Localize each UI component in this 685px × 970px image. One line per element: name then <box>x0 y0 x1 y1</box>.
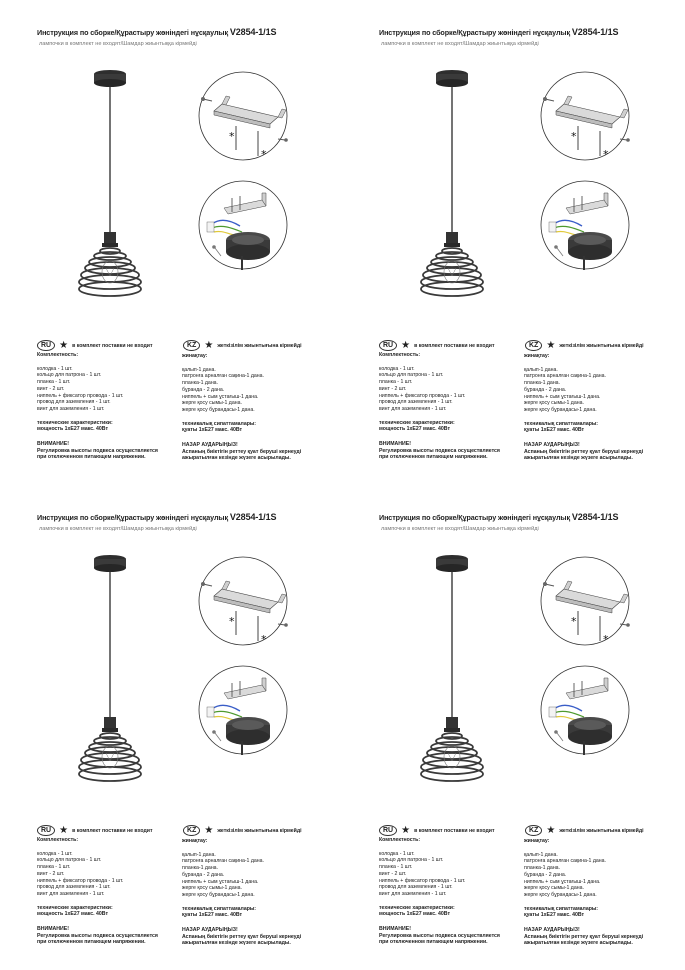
list-item: винт для заземления - 1 шт. <box>379 405 447 412</box>
bracket-detail <box>199 72 288 161</box>
sheet-title: Инструкция по сборке/Құрастыру жөніндегі нұсқаулық V2854-1/1S <box>37 27 277 37</box>
kz-column <box>524 353 674 462</box>
kz-tech-value: қуаты 1хE27 макс. 40Вт <box>182 912 243 919</box>
kz-warning-heading: НАЗАР АУДАРЫҢЫЗ! <box>524 442 580 449</box>
ru-header <box>379 340 495 351</box>
kz-warning-line: Аспаның биіктігін реттеу қуат берушi кернеуді <box>182 448 302 455</box>
instruction-sheet-1 <box>0 0 342 485</box>
kz-column <box>182 353 332 462</box>
sheet-subtitle: лампочки в комплект не входят/Шамдар жиынтыққа кірмейді <box>39 41 197 47</box>
kz-tech-heading: техникалық сипаттамалары: <box>182 420 257 427</box>
kz-warning-line: Аспаның биіктігін реттеу қуат берушi кернеуді <box>182 933 302 940</box>
ru-tech-value: мощность 1хE27 макс. 40Вт <box>379 911 450 918</box>
ru-heading: Комплектность: <box>37 837 79 843</box>
kz-header <box>183 825 302 836</box>
list-item: планка - 1 шт. <box>37 864 71 871</box>
list-item: жерге қосу сымы-1 дана. <box>182 885 242 892</box>
kz-warning-heading: НАЗАР АУДАРЫҢЫЗ! <box>182 442 238 449</box>
kz-column <box>182 838 332 947</box>
ru-badge: RU <box>37 825 55 836</box>
list-item: провод для заземления - 1 шт. <box>379 884 453 891</box>
ru-header <box>37 340 153 351</box>
kz-note: жеткізілім жиынтығына кірмейді <box>217 827 302 834</box>
list-item: кольцо для патрона - 1 шт. <box>379 857 444 864</box>
ru-column <box>379 837 529 946</box>
list-item: жерге қосу сымы-1 дана. <box>182 400 242 407</box>
kz-heading: жинақтау: <box>182 838 208 844</box>
kz-header <box>525 340 644 351</box>
bracket-detail <box>199 557 288 646</box>
sheet-title: Инструкция по сборке/Құрастыру жөніндегі нұсқаулық V2854-1/1S <box>379 512 619 522</box>
list-item: винт - 2 шт. <box>37 385 65 392</box>
lamp-illustration <box>342 0 684 340</box>
ru-warning-heading: ВНИМАНИЕ! <box>379 926 411 933</box>
list-item: винт для заземления - 1 шт. <box>379 890 447 897</box>
list-item: планка - 1 шт. <box>379 379 413 386</box>
ru-badge: RU <box>37 340 55 351</box>
list-item: винт для заземления - 1 шт. <box>37 405 105 412</box>
bracket-detail <box>541 557 630 646</box>
ru-warning-heading: ВНИМАНИЕ! <box>37 441 69 448</box>
list-item: жерге қосу бұрандасы-1 дана. <box>182 891 255 898</box>
ru-warning-line: Регулировка высоты подвеса осуществляется <box>37 447 158 454</box>
list-item: ниппель + сым ұстағыш-1 дана. <box>524 393 601 400</box>
list-item: ниппель + фиксатор провода - 1 шт. <box>379 877 466 884</box>
ru-note: в комплект поставки не входит <box>72 827 153 834</box>
sheet-subtitle: лампочки в комплект не входят/Шамдар жиынтыққа кірмейді <box>39 526 197 532</box>
star-icon: ★ <box>401 339 411 351</box>
list-item: қалып-1 дана. <box>182 851 216 858</box>
list-item: кольцо для патрона - 1 шт. <box>37 857 102 864</box>
ru-note: в комплект поставки не входит <box>414 342 495 349</box>
ru-items <box>379 851 529 898</box>
ru-note: в комплект поставки не входит <box>72 342 153 349</box>
instruction-sheet-4 <box>342 485 684 970</box>
ru-items <box>37 366 187 413</box>
ru-warning-heading: ВНИМАНИЕ! <box>379 441 411 448</box>
list-item: планка - 1 шт. <box>37 379 71 386</box>
kz-badge: KZ <box>183 340 200 351</box>
list-item: ниппель + сым ұстағыш-1 дана. <box>182 878 259 885</box>
ru-warning-heading: ВНИМАНИЕ! <box>37 926 69 933</box>
list-item: жерге қосу сымы-1 дана. <box>524 400 584 407</box>
ru-header <box>379 825 495 836</box>
ru-warning-line: Регулировка высоты подвеса осуществляется <box>37 932 158 939</box>
list-item: жерге қосу сымы-1 дана. <box>524 885 584 892</box>
kz-warning-line: ажыратылған кезінде жүзеге асырылады. <box>524 940 633 947</box>
list-item: винт - 2 шт. <box>37 870 65 877</box>
star-icon: ★ <box>546 339 556 351</box>
canopy-detail <box>541 181 629 270</box>
ru-tech-heading: технические характеристики: <box>379 419 455 426</box>
ru-heading: Комплектность: <box>379 352 421 358</box>
ru-warning-line: при отключенном питающем напряжении. <box>37 454 146 461</box>
list-item: винт для заземления - 1 шт. <box>37 890 105 897</box>
canopy-detail <box>199 666 287 755</box>
list-item: қалып-1 дана. <box>182 366 216 373</box>
ru-heading: Комплектность: <box>37 352 79 358</box>
sheet-subtitle: лампочки в комплект не входят/Шамдар жиынтыққа кірмейді <box>381 526 539 532</box>
list-item: планка-1 дана. <box>182 380 219 387</box>
kz-tech-value: қуаты 1хE27 макс. 40Вт <box>524 912 585 919</box>
kz-warning-line: Аспаның биіктігін реттеу қуат берушi кернеуді <box>524 933 644 940</box>
lamp-illustration <box>0 0 342 340</box>
kz-tech-value: қуаты 1хE27 макс. 40Вт <box>182 427 243 434</box>
ru-items <box>37 851 187 898</box>
list-item: провод для заземления - 1 шт. <box>379 399 453 406</box>
ru-tech-heading: технические характеристики: <box>37 904 113 911</box>
lamp-illustration <box>342 485 684 825</box>
star-icon: ★ <box>59 339 69 351</box>
kz-heading: жинақтау: <box>524 838 550 844</box>
list-item: бұранда - 2 дана. <box>524 386 567 393</box>
kz-tech-heading: техникалық сипаттамалары: <box>182 905 257 912</box>
list-item: ниппель + фиксатор провода - 1 шт. <box>37 392 124 399</box>
list-item: колодка - 1 шт. <box>37 850 73 857</box>
kz-heading: жинақтау: <box>182 353 208 359</box>
ru-column <box>37 837 187 946</box>
list-item: кольцо для патрона - 1 шт. <box>37 372 102 379</box>
ru-header <box>37 825 153 836</box>
list-item: жерге қосу бұрандасы-1 дана. <box>524 891 597 898</box>
list-item: патронға арналған сақина-1 дана. <box>524 858 606 865</box>
list-item: колодка - 1 шт. <box>37 365 73 372</box>
kz-items <box>182 367 332 414</box>
ru-warning-line: при отключенном питающем напряжении. <box>379 939 488 946</box>
canopy-detail <box>199 181 287 270</box>
kz-warning-heading: НАЗАР АУДАРЫҢЫЗ! <box>524 927 580 934</box>
list-item: провод для заземления - 1 шт. <box>37 399 111 406</box>
kz-heading: жинақтау: <box>524 353 550 359</box>
ru-column <box>37 352 187 461</box>
star-icon: ★ <box>401 824 411 836</box>
sheet-subtitle: лампочки в комплект не входят/Шамдар жиынтыққа кірмейді <box>381 41 539 47</box>
kz-column <box>524 838 674 947</box>
list-item: ниппель + фиксатор провода - 1 шт. <box>379 392 466 399</box>
list-item: бұранда - 2 дана. <box>182 871 225 878</box>
kz-items <box>524 852 674 899</box>
kz-warning-line: Аспаның биіктігін реттеу қуат берушi кернеуді <box>524 448 644 455</box>
star-icon: ★ <box>546 824 556 836</box>
ru-note: в комплект поставки не входит <box>414 827 495 834</box>
instruction-sheet-3 <box>0 485 342 970</box>
ru-tech-heading: технические характеристики: <box>37 419 113 426</box>
kz-tech-value: қуаты 1хE27 макс. 40Вт <box>524 427 585 434</box>
list-item: ниппель + фиксатор провода - 1 шт. <box>37 877 124 884</box>
list-item: жерге қосу бұрандасы-1 дана. <box>524 406 597 413</box>
list-item: провод для заземления - 1 шт. <box>37 884 111 891</box>
kz-warning-heading: НАЗАР АУДАРЫҢЫЗ! <box>182 927 238 934</box>
ru-heading: Комплектность: <box>379 837 421 843</box>
kz-items <box>182 852 332 899</box>
ru-badge: RU <box>379 825 397 836</box>
kz-badge: KZ <box>525 340 542 351</box>
list-item: бұранда - 2 дана. <box>182 386 225 393</box>
ru-column <box>379 352 529 461</box>
kz-note: жеткізілім жиынтығына кірмейді <box>217 342 302 349</box>
kz-items <box>524 367 674 414</box>
list-item: патронға арналған сақина-1 дана. <box>182 373 264 380</box>
ru-items <box>379 366 529 413</box>
ru-badge: RU <box>379 340 397 351</box>
ru-warning-line: при отключенном питающем напряжении. <box>379 454 488 461</box>
lamp-illustration <box>0 485 342 825</box>
ru-tech-value: мощность 1хE27 макс. 40Вт <box>379 426 450 433</box>
list-item: жерге қосу бұрандасы-1 дана. <box>182 406 255 413</box>
list-item: патронға арналған сақина-1 дана. <box>524 373 606 380</box>
list-item: қалып-1 дана. <box>524 851 558 858</box>
ru-tech-heading: технические характеристики: <box>379 904 455 911</box>
star-icon: ★ <box>204 339 214 351</box>
list-item: планка - 1 шт. <box>379 864 413 871</box>
list-item: кольцо для патрона - 1 шт. <box>379 372 444 379</box>
kz-badge: KZ <box>183 825 200 836</box>
ru-warning-line: Регулировка высоты подвеса осуществляется <box>379 932 500 939</box>
ru-tech-value: мощность 1хE27 макс. 40Вт <box>37 911 108 918</box>
list-item: винт - 2 шт. <box>379 870 407 877</box>
ru-tech-value: мощность 1хE27 макс. 40Вт <box>37 426 108 433</box>
list-item: колодка - 1 шт. <box>379 850 415 857</box>
kz-note: жеткізілім жиынтығына кірмейді <box>559 342 644 349</box>
kz-warning-line: ажыратылған кезінде жүзеге асырылады. <box>182 940 291 947</box>
sheet-title: Инструкция по сборке/Құрастыру жөніндегі нұсқаулық V2854-1/1S <box>37 512 277 522</box>
ru-warning-line: Регулировка высоты подвеса осуществляется <box>379 447 500 454</box>
list-item: планка-1 дана. <box>524 865 561 872</box>
star-icon: ★ <box>59 824 69 836</box>
list-item: колодка - 1 шт. <box>379 365 415 372</box>
bracket-detail <box>541 72 630 161</box>
list-item: планка-1 дана. <box>182 865 219 872</box>
kz-warning-line: ажыратылған кезінде жүзеге асырылады. <box>524 455 633 462</box>
instruction-sheet-2 <box>342 0 684 485</box>
list-item: планка-1 дана. <box>524 380 561 387</box>
sheet-title: Инструкция по сборке/Құрастыру жөніндегі нұсқаулық V2854-1/1S <box>379 27 619 37</box>
list-item: бұранда - 2 дана. <box>524 871 567 878</box>
kz-note: жеткізілім жиынтығына кірмейді <box>559 827 644 834</box>
list-item: ниппель + сым ұстағыш-1 дана. <box>182 393 259 400</box>
kz-tech-heading: техникалық сипаттамалары: <box>524 420 599 427</box>
kz-badge: KZ <box>525 825 542 836</box>
kz-warning-line: ажыратылған кезінде жүзеге асырылады. <box>182 455 291 462</box>
ru-warning-line: при отключенном питающем напряжении. <box>37 939 146 946</box>
kz-header <box>183 340 302 351</box>
canopy-detail <box>541 666 629 755</box>
star-icon: ★ <box>204 824 214 836</box>
list-item: патронға арналған сақина-1 дана. <box>182 858 264 865</box>
list-item: винт - 2 шт. <box>379 385 407 392</box>
list-item: ниппель + сым ұстағыш-1 дана. <box>524 878 601 885</box>
kz-tech-heading: техникалық сипаттамалары: <box>524 905 599 912</box>
list-item: қалып-1 дана. <box>524 366 558 373</box>
kz-header <box>525 825 644 836</box>
